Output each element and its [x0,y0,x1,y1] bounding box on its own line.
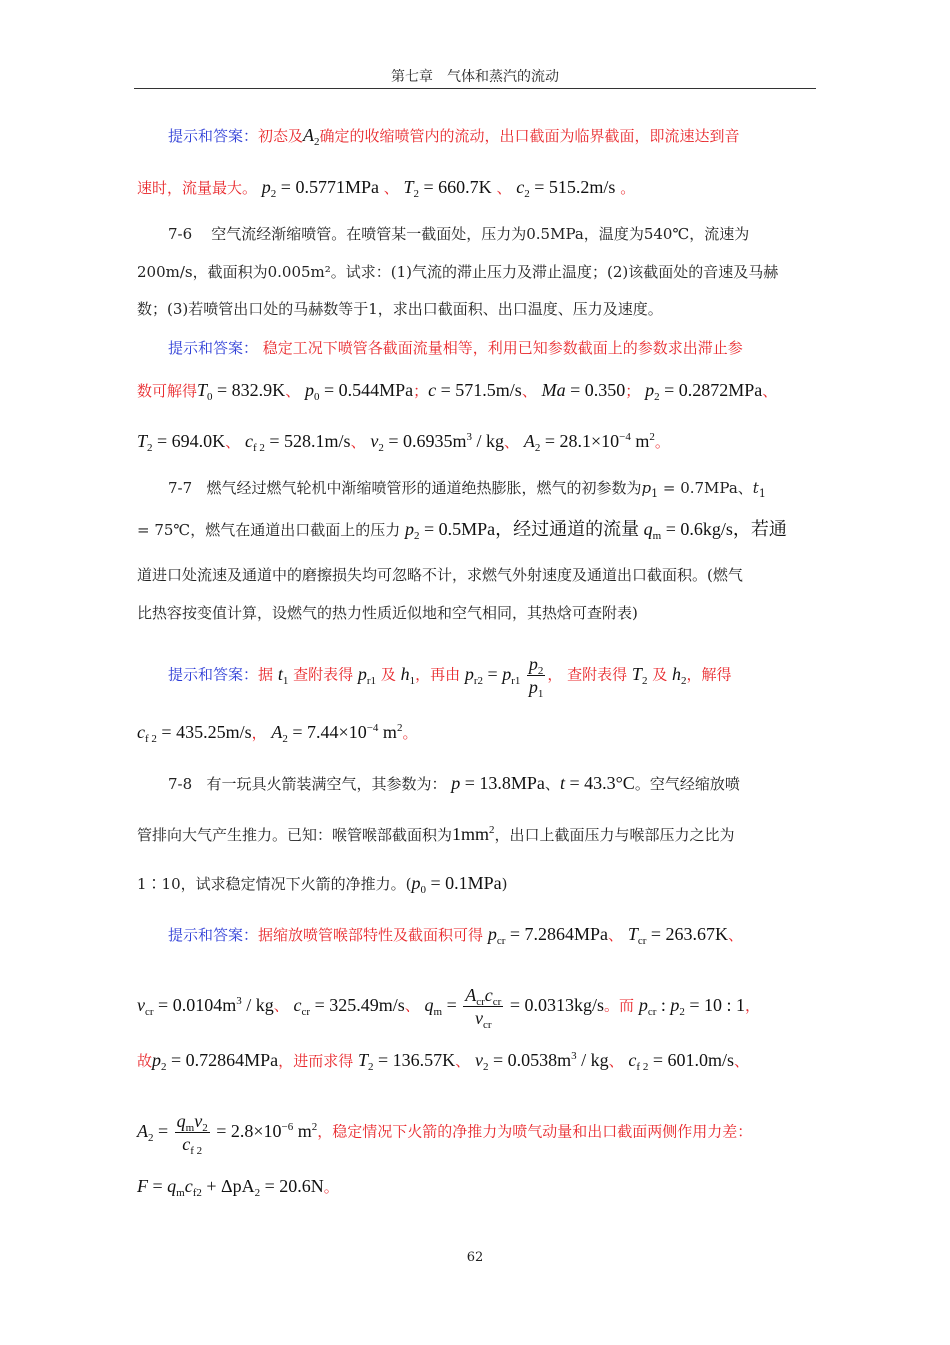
hint-7-7-line-2: $c_{f 2} = 435.25m/s$， $A_2 = 7.44\times 10^{-4}$ $m^2$。 [137,722,418,745]
hint-7-8-line-2: $v_{cr} = 0.0104m^3$ / kg、 $c_{cr} = 325.49m/s$、 $q_m$ = $\frac{A_{cr}c_{cr}}{v_{cr}}$ = 0.0313kg/s。而 $p_{cr}$ : $p_2 = 10$ : 1， [137,985,761,1031]
problem-7-6-line-2: 200m/s，截面积为0.005m²。试求：(1)气流的滞止压力及滞止温度；(2)该截面处的音速及马赫 [137,263,779,281]
header-rule [134,88,816,89]
hint-line-2: 速时，流量最大。 $p_2 = 0.5771MPa$ 、 $T_2 = 660.7K$ 、 $c_2 = 515.2m/s$ 。 [137,177,636,200]
problem-number: 7-8 [168,775,193,793]
area-fraction: $\frac{q_mv_2}{c_{f 2}}$ [176,1111,208,1157]
hint-label: 提示和答案： [168,127,259,145]
hint-7-8-line-3: 故$p_2 = 0.72864MPa$，进而求得 $T_2 = 136.57K$、 $v_2 = 0.0538m^3$ / kg、 $c_{f 2} = 601.0m/s$、 [137,1050,750,1073]
mass-flow-fraction: $\frac{A_{cr}c_{cr}}{v_{cr}}$ [465,985,502,1031]
hint-7-8-line-5: $F = q_mc_{f2} + \Delta pA_2 = 20.6N$。 [137,1176,339,1199]
problem-7-7-line-2: = 75℃，燃气在通道出口截面上的压力 $p_2 = 0.5MPa$，经过通道的流量 $q_m = 0.6kg/s$，若通 [137,519,787,542]
problem-7-6-line-3: 数；(3)若喷管出口处的马赫数等于1，求出口截面积、出口温度、压力及速度。 [137,300,663,318]
problem-7-7-line-1: 7-7 燃气经过燃气轮机中渐缩喷管形的通道绝热膨胀，燃气的初参数为$p_1 = 0.7MPa$、$t_1$ [168,479,766,500]
problem-7-8-line-1: 7-8 有一玩具火箭装满空气，其参数为： p = 13.8MPa、t = 43.3°C。空气经缩放喷 [168,773,740,793]
hint-line-1: 提示和答案：初态及$A_2$确定的收缩喷管内的流动，出口截面为临界截面，即流速达到音 [168,125,740,148]
problem-7-7-line-4: 比热容按变值计算，设燃气的热力性质近似地和空气相同，其热焓可查附表) [137,604,638,622]
hint-7-6-line-1: 提示和答案： 稳定工况下喷管各截面流量相等，利用已知参数截面上的参数求出滞止参 [168,339,743,357]
hint-7-6-line-3: $T_2 = 694.0K$、 $c_{f 2} = 528.1m/s$、 $v_2 = 0.6935m^3$ / kg、 $A_2 = 28.1\times 10^{-4}$ $m^2$。 [137,431,670,454]
hint-7-6-line-2: 数可解得$T_0 = 832.9K$、 $p_0 = 0.544MPa$；c = 571.5m/s、 Ma = 0.350； $p_2 = 0.2872MPa$、 [137,380,778,403]
problem-7-8-line-2: 管排向大气产生推力。已知：喉管喉部截面积为$1mm^2$，出口上截面压力与喉部压力之比为 [137,824,735,844]
pressure-ratio-fraction: $\frac{p_2}{p_1}$ [528,654,544,700]
problem-7-6-line-1: 7-6 空气流经渐缩喷管。在喷管某一截面处，压力为0.5MPa，温度为540℃，流速为 [168,225,750,243]
problem-7-8-line-3: 1∶10，试求稳定情况下火箭的净推力。$(p_0 = 0.1MPa)$ [137,873,508,896]
page-number: 62 [466,1250,484,1265]
hint-7-8-line-4: $A_2$ = $\frac{q_mv_2}{c_{f 2}}$ = $2.8\times 10^{-6}$ $m^2$，稳定情况下火箭的净推力为喷气动量和出口截面两侧作用力差： [137,1111,753,1157]
problem-number: 7-6 [168,225,193,243]
hint-7-7-line-1: 提示和答案：据 $t_1$ 查附表得 $p_{r1}$ 及 $h_1$，再由 $p_{r2} = p_{r1}$ $\frac{p_2}{p_1}$ ， 查附表得 $T_2$ 及 $h_2$，解得 [168,654,732,700]
problem-number: 7-7 [168,479,193,497]
problem-7-7-line-3: 道进口处流速及通道中的磨擦损失均可忽略不计，求燃气外射速度及通道出口截面积。(燃气 [137,566,743,584]
page-header: 第七章 气体和蒸汽的流动 [391,69,559,85]
hint-7-8-line-1: 提示和答案：据缩放喷管喉部特性及截面积可得 $p_{cr} = 7.2864MPa$、 $T_{cr} = 263.67K$、 [168,924,744,947]
